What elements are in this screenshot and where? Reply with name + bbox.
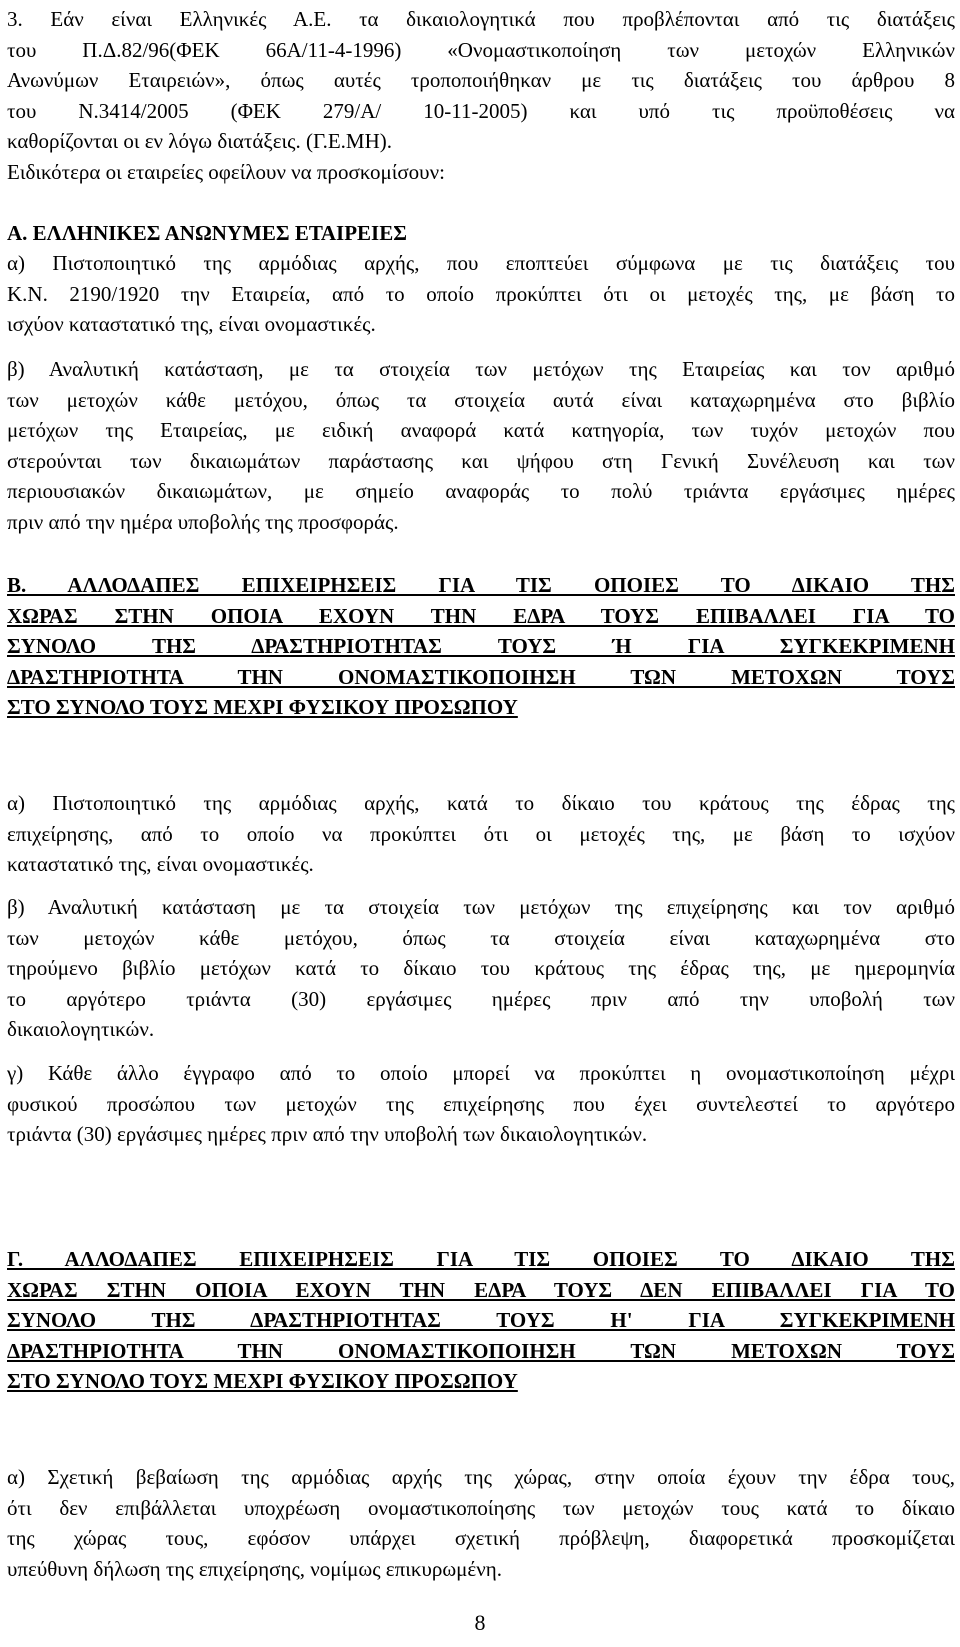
heading-line: ΧΩΡΑΣ ΣΤΗΝ ΟΠΟΙΑ ΕΧΟΥΝ ΤΗΝ ΕΔΡΑ ΤΟΥΣ ΔΕΝ ΕΠΙΒΑΛΛΕΙ ΓΙΑ ΤΟ [7, 1277, 955, 1302]
text-line: δικαιολογητικών. [7, 1017, 155, 1041]
section-a-paragraph-b [7, 354, 955, 537]
heading-line: Β. ΑΛΛΟΔΑΠΕΣ ΕΠΙΧΕΙΡΗΣΕΙΣ ΓΙΑ ΤΙΣ ΟΠΟΙΕΣ ΤΟ ΔΙΚΑΙΟ ΤΗΣ [7, 573, 955, 597]
text-line: β) Αναλυτική κατάσταση με τα στοιχεία των μετόχων της επιχείρησης και τον αριθμό [7, 895, 955, 919]
text-line: των μετοχών κάθε μετόχου, όπως τα στοιχεία αυτά είναι καταχωρημένα στο βιβλίο [7, 387, 955, 412]
text-line: μετόχων της Εταιρείας, με ειδική αναφορά κατά κατηγορία, των τυχόν μετοχών που [7, 418, 955, 442]
text-line: 3. Εάν είναι Ελληνικές Α.Ε. τα δικαιολογητικά που προβλέπονται από τις διατάξεις [7, 7, 955, 31]
text-line: α) Σχετική βεβαίωση της αρμόδιας αρχής της χώρας, στην οποία έχουν την έδρα τους, [7, 1465, 955, 1489]
heading-line: ΣΤΟ ΣΥΝΟΛΟ ΤΟΥΣ ΜΕΧΡΙ ΦΥΣΙΚΟΥ ΠΡΟΣΩΠΟΥ [7, 695, 518, 719]
text-line: της χώρας τους, εφόσον υπάρχει σχετική πρόβλεψη, διαφορετικά προσκομίζεται [7, 1526, 955, 1550]
text-line: ότι δεν επιβάλλεται υποχρέωση ονομαστικοποίησης των μετοχών τους κατά το δίκαιο [7, 1495, 955, 1520]
heading-line: ΔΡΑΣΤΗΡΙΟΤΗΤΑ ΤΗΝ ΟΝΟΜΑΣΤΙΚΟΠΟΙΗΣΗ ΤΩΝ ΜΕΤΟΧΩΝ ΤΟΥΣ [7, 664, 955, 689]
text-line: του Ν.3414/2005 (ΦΕΚ 279/Α/ 10-11-2005) και υπό τις προϋποθέσεις να [7, 98, 955, 123]
text-line: τριάντα (30) εργάσιμες ημέρες πριν από την υποβολή των δικαιολογητικών. [7, 1122, 648, 1146]
text-line: ισχύον καταστατικό της, είναι ονομαστικές. [7, 312, 376, 336]
section-c-heading [7, 1244, 955, 1397]
section-b-paragraph-a [7, 788, 955, 880]
heading-line: ΣΥΝΟΛΟ ΤΗΣ ΔΡΑΣΤΗΡΙΟΤΗΤΑΣ ΤΟΥΣ Η' ΓΙΑ ΣΥΓΚΕΚΡΙΜΕΝΗ [7, 1308, 955, 1332]
text-line: α) Πιστοποιητικό της αρμόδιας αρχής, που εποπτεύει σύμφωνα με τις διατάξεις του [7, 251, 955, 275]
text-line: β) Αναλυτική κατάσταση, με τα στοιχεία των μετόχων της Εταιρείας και τον αριθμό [7, 357, 955, 381]
section-a-heading: Α. ΕΛΛΗΝΙΚΕΣ ΑΝΩΝΥΜΕΣ ΕΤΑΙΡΕΙΕΣ [7, 221, 407, 245]
text-line: υπεύθυνη δήλωση της επιχείρησης, νομίμως επικυρωμένη. [7, 1556, 502, 1581]
text-line: α) Πιστοποιητικό της αρμόδιας αρχής, κατά το δίκαιο του κράτους της έδρας της [7, 791, 955, 815]
section-b-paragraph-c [7, 1058, 955, 1150]
heading-line: ΧΩΡΑΣ ΣΤΗΝ ΟΠΟΙΑ ΕΧΟΥΝ ΤΗΝ ΕΔΡΑ ΤΟΥΣ ΕΠΙΒΑΛΛΕΙ ΓΙΑ ΤΟ [7, 603, 955, 628]
section-a-paragraph-a [7, 248, 955, 340]
text-line: στερούνται των δικαιωμάτων παράστασης και ψήφου στη Γενική Συνέλευση και των [7, 448, 955, 473]
text-line: πριν από την ημέρα υποβολής της προσφοράς. [7, 509, 399, 534]
heading-line: ΔΡΑΣΤΗΡΙΟΤΗΤΑ ΤΗΝ ΟΝΟΜΑΣΤΙΚΟΠΟΙΗΣΗ ΤΩΝ ΜΕΤΟΧΩΝ ΤΟΥΣ [7, 1338, 955, 1363]
section-b-heading [7, 570, 955, 723]
heading-line: ΣΤΟ ΣΥΝΟΛΟ ΤΟΥΣ ΜΕΧΡΙ ΦΥΣΙΚΟΥ ΠΡΟΣΩΠΟΥ [7, 1369, 518, 1393]
text-line: γ) Κάθε άλλο έγγραφο από το οποίο μπορεί να προκύπτει η ονομαστικοποίηση μέχρι [7, 1061, 955, 1085]
text-line: Κ.Ν. 2190/1920 την Εταιρεία, από το οποίο προκύπτει ότι οι μετοχές της, με βάση το [7, 281, 955, 306]
section-c-paragraph-a [7, 1462, 955, 1584]
text-line: περιουσιακών δικαιωμάτων, με σημείο αναφοράς το πολύ τριάντα εργάσιμες ημέρες [7, 479, 955, 503]
text-line: καταστατικό της, είναι ονομαστικές. [7, 852, 314, 876]
text-line: των μετοχών κάθε μετόχου, όπως τα στοιχεία είναι καταχωρημένα στο [7, 925, 955, 950]
heading-line: Γ. ΑΛΛΟΔΑΠΕΣ ΕΠΙΧΕΙΡΗΣΕΙΣ ΓΙΑ ΤΙΣ ΟΠΟΙΕΣ ΤΟ ΔΙΚΑΙΟ ΤΗΣ [7, 1247, 955, 1271]
text-line: το αργότερο τριάντα (30) εργάσιμες ημέρες πριν από την υποβολή των [7, 986, 955, 1011]
text-line: φυσικού προσώπου των μετοχών της επιχείρησης που έχει συντελεστεί το αργότερο [7, 1091, 955, 1116]
text-line: καθορίζονται οι εν λόγω διατάξεις. (Γ.Ε.ΜΗ). [7, 129, 392, 153]
text-line: Ειδικότερα οι εταιρείες οφείλουν να προσκομίσουν: [7, 159, 445, 184]
text-line: επιχείρησης, από το οποίο να προκύπτει ότι οι μετοχές της, με βάση το ισχύον [7, 821, 955, 846]
intro-paragraph [7, 4, 955, 187]
text-line: του Π.Δ.82/96(ΦΕΚ 66Α/11-4-1996) «Ονομαστικοποίηση των μετοχών Ελληνικών [7, 37, 955, 62]
text-line: Ανωνύμων Εταιρειών», όπως αυτές τροποποιήθηκαν με τις διατάξεις του άρθρου 8 [7, 68, 955, 92]
page-number: 8 [474, 1610, 486, 1635]
section-b-paragraph-b [7, 892, 955, 1045]
text-line: τηρούμενο βιβλίο μετόχων κατά το δίκαιο του κράτους της έδρας της, με ημερομηνία [7, 956, 955, 980]
heading-line: ΣΥΝΟΛΟ ΤΗΣ ΔΡΑΣΤΗΡΙΟΤΗΤΑΣ ΤΟΥΣ Ή ΓΙΑ ΣΥΓΚΕΚΡΙΜΕΝΗ [7, 634, 955, 658]
